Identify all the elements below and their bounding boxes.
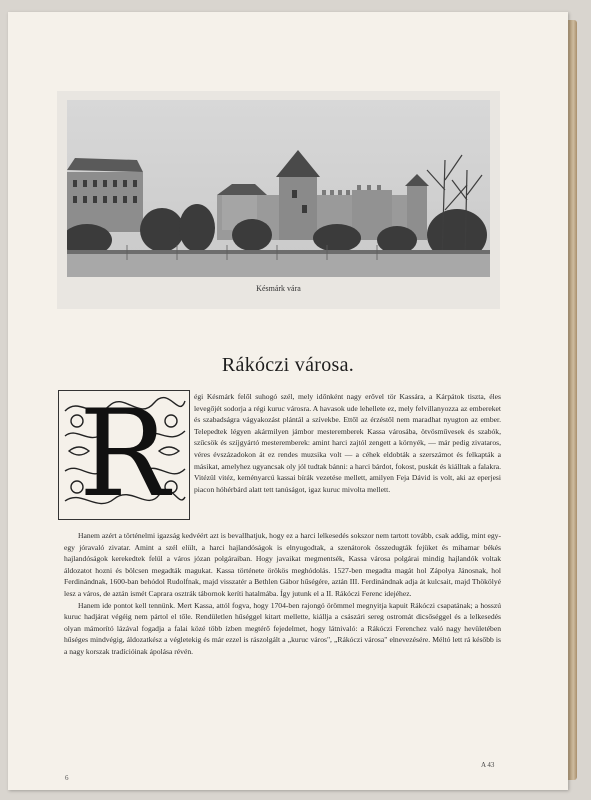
castle-photo	[67, 100, 490, 277]
photo-frame	[57, 91, 500, 309]
lead-paragraph	[194, 391, 501, 495]
body-text	[64, 530, 501, 658]
paragraph-2: Hanem azért a történelmi igazság kedvéért azt is bevallhatjuk, hogy ez a harci lelkesedés sokszor nem tartott tovább, csak addig, mint egy-egy jóravaló zivatar. Amint a szél elült, a harci hajlandóságok is elnyugodtak, a szenátorok összedugták fejüket és mihamar békés hajlandóságok kerekedtek felül a város józan polgáraiban. Hogy javaikat megmentsék, Kassa városa polgárai mindig hajlandók voltak áldozatot hozni és bölcsen megadták magukat. Kassa története örökös meghódolás. 1527-ben megadta magát hol Zápolya Jánosnak, hol Ferdinándnak, 1600-ban behódol Rudolfnak, majd visszatér a Bethlen Gábor hűségére, aztán III. Ferdinándnak adja át kulcsait, majd Thökölyé lesz a város, de aztán ismét Caprara osztrák tábornok keríti hatalmába. Így jutunk el a II. Rákóczi Ferenc idejéhez.	[64, 531, 501, 598]
book-page	[8, 12, 568, 790]
chapter-title: Rákóczi városa.	[221, 354, 355, 376]
folio-left: 6	[65, 774, 69, 782]
initial-letter: R	[78, 390, 170, 520]
decorative-initial	[58, 390, 190, 520]
photo-caption: Késmárk vára	[256, 284, 301, 293]
paragraph-3: Hanem ide pontot kell tennünk. Mert Kassa, attól fogva, hogy 1704-ben rajongó örömmel megnyitja kapuit Rákóczi csapatának; a hosszú kuruc hadjárat végéig nem pártol el tőle. Rendületlen hűséggel kitart mellette, kiállja a császári sereg ostromát dicsőséggel és a lelkesedés olyan mámorító lázával fogadja a falai közé több ízben megtérő fejedelmet, hogy látnivaló: a Rákóczi Ferenchez való nagy hevületében hűséges mindvégig, áldozatkész a végletekig és már ezzel is rászolgált a „kuruc város", „Rákóczi városa" elnevezésére. Méltó lett rá később is a nagy korszak tradícióinak ápolása révén.	[64, 600, 501, 656]
lead-text: égi Késmárk felől suhogó szél, mely időnként nagy erővel tör Kassára, a Kárpátok tiszta, éles levegőjét sodorja a régi kuruc városra. A havasok ude lehellete ez, mely felvillanyozza az embereket és szabadságra vágyakozást plántál a szívekbe. Ettől az érzéstől nem maradhat nyugton az ember. Telepedtek légyen akármilyen jámbor mesteremberek Kassa városába, ötvösművesek és szabók, szűcsök és szíjgyártó mesteremberek: amint harci zajtól zengett a környék, — már pedig zivataros, véres évszázadokon át ez rendes muzsika volt — a céhek eldobták a szerszámot és felkapták a másikat, amelyhez ugyancsak oly jól tudtak bánni: a harci bárdot, fokost, puskát és kiálltak a falakra. Vitézül vitéz, keményarcú kassai bírák vezetése mellett, amilyen Feja Dávid is volt, aki az eperjesi piacon hóhérbárd alatt tett tanúságot, igaz kuruc mivolta mellett.	[194, 392, 501, 494]
folio-right: A 43	[481, 761, 495, 769]
castle-illustration	[67, 100, 490, 277]
